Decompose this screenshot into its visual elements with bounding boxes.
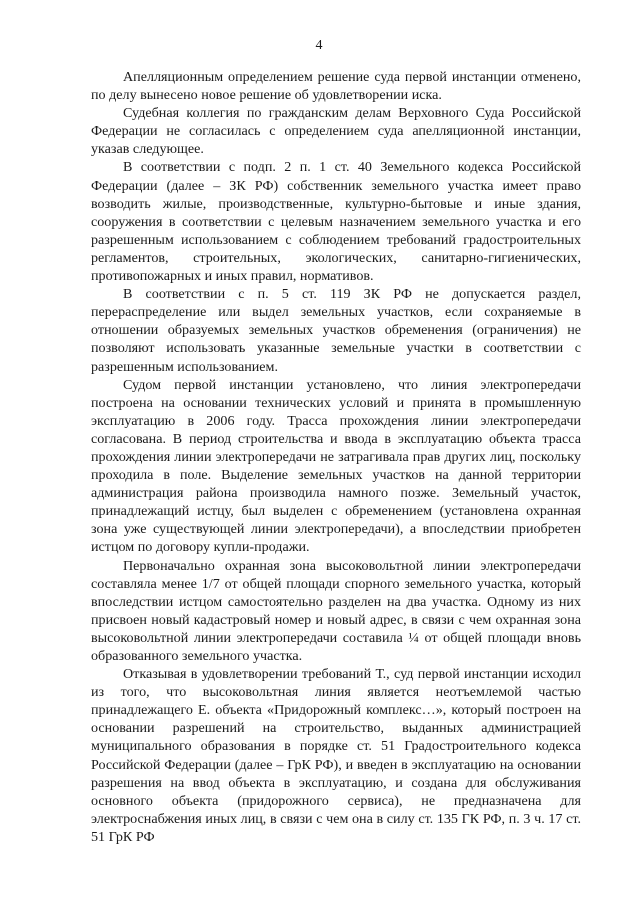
paragraph: Судебная коллегия по гражданским делам Верховного Суда Российской Федерации не согласилась с определением суда апелляционной инстанции, указав следующее. [91,105,581,158]
paragraph: Апелляционным определением решение суда первой инстанции отменено, по делу вынесено новое решение об удовлетворении иска. [91,69,581,104]
paragraph: В соответствии с подп. 2 п. 1 ст. 40 Земельного кодекса Российской Федерации (далее – ЗК РФ) собственник земельного участка имеет право возводить жилые, производственные, культурно-бытовые и иные здания, сооружения в соответствии с целевым назначением земельного участка и его разрешенным использованием с соблюдением требований градостроительных регламентов, строительных, экологических, санитарно-гигиенических, противопожарных и иных правил, нормативов. [91,159,581,285]
page-number: 4 [315,38,323,53]
document-body [91,68,581,846]
paragraph: В соответствии с п. 5 ст. 119 ЗК РФ не допускается раздел, перераспределение или выдел земельных участков, если сохраняемые в отношении образуемых земельных участков обременения (ограничения) не позволяют использовать указанные земельные участки в соответствии с разрешенным использованием. [91,286,581,375]
paragraph: Отказывая в удовлетворении требований Т., суд первой инстанции исходил из того, что высоковольтная линия является неотъемлемой частью принадлежащего Е. объекта «Придорожный комплекс…», который построен на основании разрешений на строительство, выданных администрацией муниципального образования в порядке ст. 51 Градостроительного кодекса Российской Федерации (далее – ГрК РФ), и введен в эксплуатацию на основании разрешения на ввод объекта в эксплуатацию, и создана для обслуживания основного объекта (придорожного сервиса), не предназначена для электроснабжения иных лиц, в связи с чем она в силу ст. 135 ГК РФ, п. 3 ч. 17 ст. 51 ГрК РФ [91,666,581,845]
paragraph: Первоначально охранная зона высоковольтной линии электропередачи составляла менее 1/7 от общей площади спорного земельного участка, который впоследствии истцом самостоятельно разделен на два участка. Одному из них присвоен новый кадастровый номер и новый адрес, в связи с чем охранная зона высоковольтной линии электропередачи составила ¼ от общей площади вновь образованного земельного участка. [91,557,581,664]
paragraph: Судом первой инстанции установлено, что линия электропередачи построена на основании технических условий и принята в промышленную эксплуатацию в 2006 году. Трасса прохождения линии электропередачи согласована. В период строительства и ввода в эксплуатацию объекта трасса прохождения линии электропередачи не затрагивала прав других лиц, поскольку проходила в поле. Выделение земельных участков на данной территории администрация района производила намного позже. Земельный участок, принадлежащий истцу, был выделен с обременением (установлена охранная зона уже существующей линии электропередачи), а впоследствии приобретен истцом по договору купли-продажи. [91,376,581,556]
